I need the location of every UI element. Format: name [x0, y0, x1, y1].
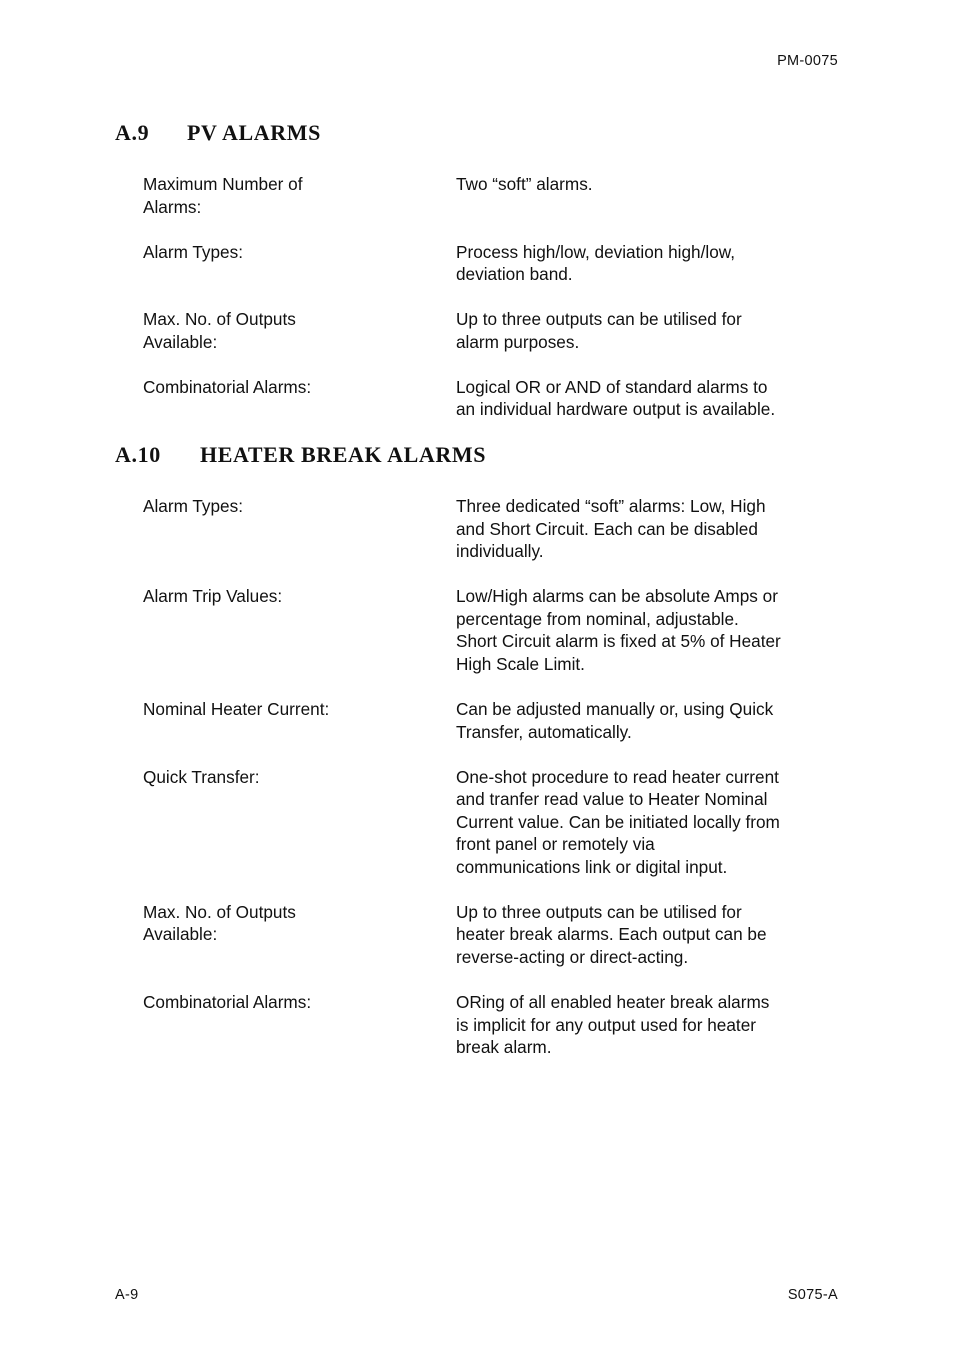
section-heading-heater-break-alarms [115, 442, 486, 468]
section-number: A.10 [115, 442, 161, 467]
spec-row [143, 495, 843, 563]
spec-value-line: individually. [456, 541, 544, 562]
spec-value-line: ORing of all enabled heater break alarms [456, 992, 770, 1013]
spec-value-line: Three dedicated “soft” alarms: Low, High [456, 496, 766, 516]
spec-label [143, 173, 456, 218]
spec-value-line: Up to three outputs can be utilised for [456, 309, 742, 330]
spec-label-line: Combinatorial Alarms: [143, 992, 312, 1013]
spec-value [456, 901, 843, 969]
spec-value-line: Logical OR or AND of standard alarms to [456, 376, 768, 397]
spec-value [456, 173, 843, 218]
spec-row [143, 901, 843, 969]
spec-row [143, 376, 843, 421]
spec-value-line: High Scale Limit. [456, 653, 585, 674]
section-title: PV ALARMS [187, 120, 321, 145]
spec-value-line: front panel or remotely via [456, 834, 655, 855]
spec-label-line: Alarm Types: [143, 496, 243, 516]
spec-value-line: percentage from nominal, adjustable. [456, 608, 739, 629]
spec-label-line: Available: [143, 924, 218, 945]
spec-value-line: Process high/low, deviation high/low, [456, 241, 735, 262]
spec-value-line: reverse-acting or direct-acting. [456, 947, 689, 968]
section-heading-pv-alarms [115, 120, 321, 146]
spec-label [143, 901, 456, 969]
spec-label-line: Max. No. of Outputs [143, 901, 296, 922]
spec-value-line: Low/High alarms can be absolute Amps or [456, 586, 778, 607]
spec-row [143, 585, 843, 675]
spec-value [456, 495, 843, 563]
spec-value [456, 241, 843, 286]
spec-row [143, 173, 843, 218]
spec-value [456, 308, 843, 353]
spec-label-line: Max. No. of Outputs [143, 309, 296, 330]
spec-label [143, 241, 456, 286]
spec-value-line: and tranfer read value to Heater Nominal [456, 789, 768, 810]
spec-row [143, 241, 843, 286]
section-number: A.9 [115, 120, 150, 145]
spec-value [456, 585, 843, 675]
spec-row [143, 308, 843, 353]
page-number: A-9 [115, 1287, 139, 1303]
spec-value-line: Two “soft” alarms. [456, 174, 593, 194]
spec-label-line: Combinatorial Alarms: [143, 376, 312, 397]
document-code: PM-0075 [777, 53, 838, 69]
spec-label [143, 585, 456, 675]
spec-label-line: Alarm Trip Values: [143, 586, 283, 607]
spec-row [143, 698, 843, 743]
pv-alarms-spec-table [143, 173, 843, 443]
spec-value [456, 376, 843, 421]
spec-label [143, 376, 456, 421]
section-title: HEATER BREAK ALARMS [200, 442, 487, 467]
spec-label-line: Quick Transfer: [143, 766, 260, 787]
spec-label-line: Maximum Number of [143, 174, 303, 194]
spec-label [143, 308, 456, 353]
spec-label [143, 495, 456, 563]
spec-value-line: heater break alarms. Each output can be [456, 924, 767, 945]
spec-value-line: communications link or digital input. [456, 856, 728, 877]
spec-label [143, 698, 456, 743]
spec-value [456, 766, 843, 879]
spec-value-line: is implicit for any output used for heater [456, 1014, 756, 1035]
spec-label-line: Alarm Types: [143, 241, 243, 262]
spec-value-line: Can be adjusted manually or, using Quick [456, 698, 774, 719]
spec-label-line: Nominal Heater Current: [143, 698, 330, 719]
spec-value [456, 698, 843, 743]
revision-code: S075-A [787, 1287, 838, 1303]
spec-value-line: Transfer, automatically. [456, 721, 632, 742]
spec-value-line: an individual hardware output is available. [456, 399, 776, 420]
spec-label-line: Alarms: [143, 196, 202, 217]
spec-label [143, 766, 456, 879]
spec-value-line: deviation band. [456, 264, 573, 285]
spec-label [143, 991, 456, 1059]
spec-value-line: One-shot procedure to read heater current [456, 766, 779, 787]
spec-label-line: Available: [143, 331, 218, 352]
spec-value-line: Short Circuit alarm is fixed at 5% of Heater [456, 631, 781, 652]
spec-value-line: and Short Circuit. Each can be disabled [456, 518, 758, 539]
spec-value [456, 991, 843, 1059]
spec-value-line: break alarm. [456, 1037, 552, 1058]
spec-value-line: Up to three outputs can be utilised for [456, 901, 742, 922]
spec-value-line: alarm purposes. [456, 331, 580, 352]
spec-value-line: Current value. Can be initiated locally from [456, 811, 780, 832]
spec-row [143, 766, 843, 879]
heater-break-alarms-spec-table [143, 495, 843, 1081]
spec-row [143, 991, 843, 1059]
